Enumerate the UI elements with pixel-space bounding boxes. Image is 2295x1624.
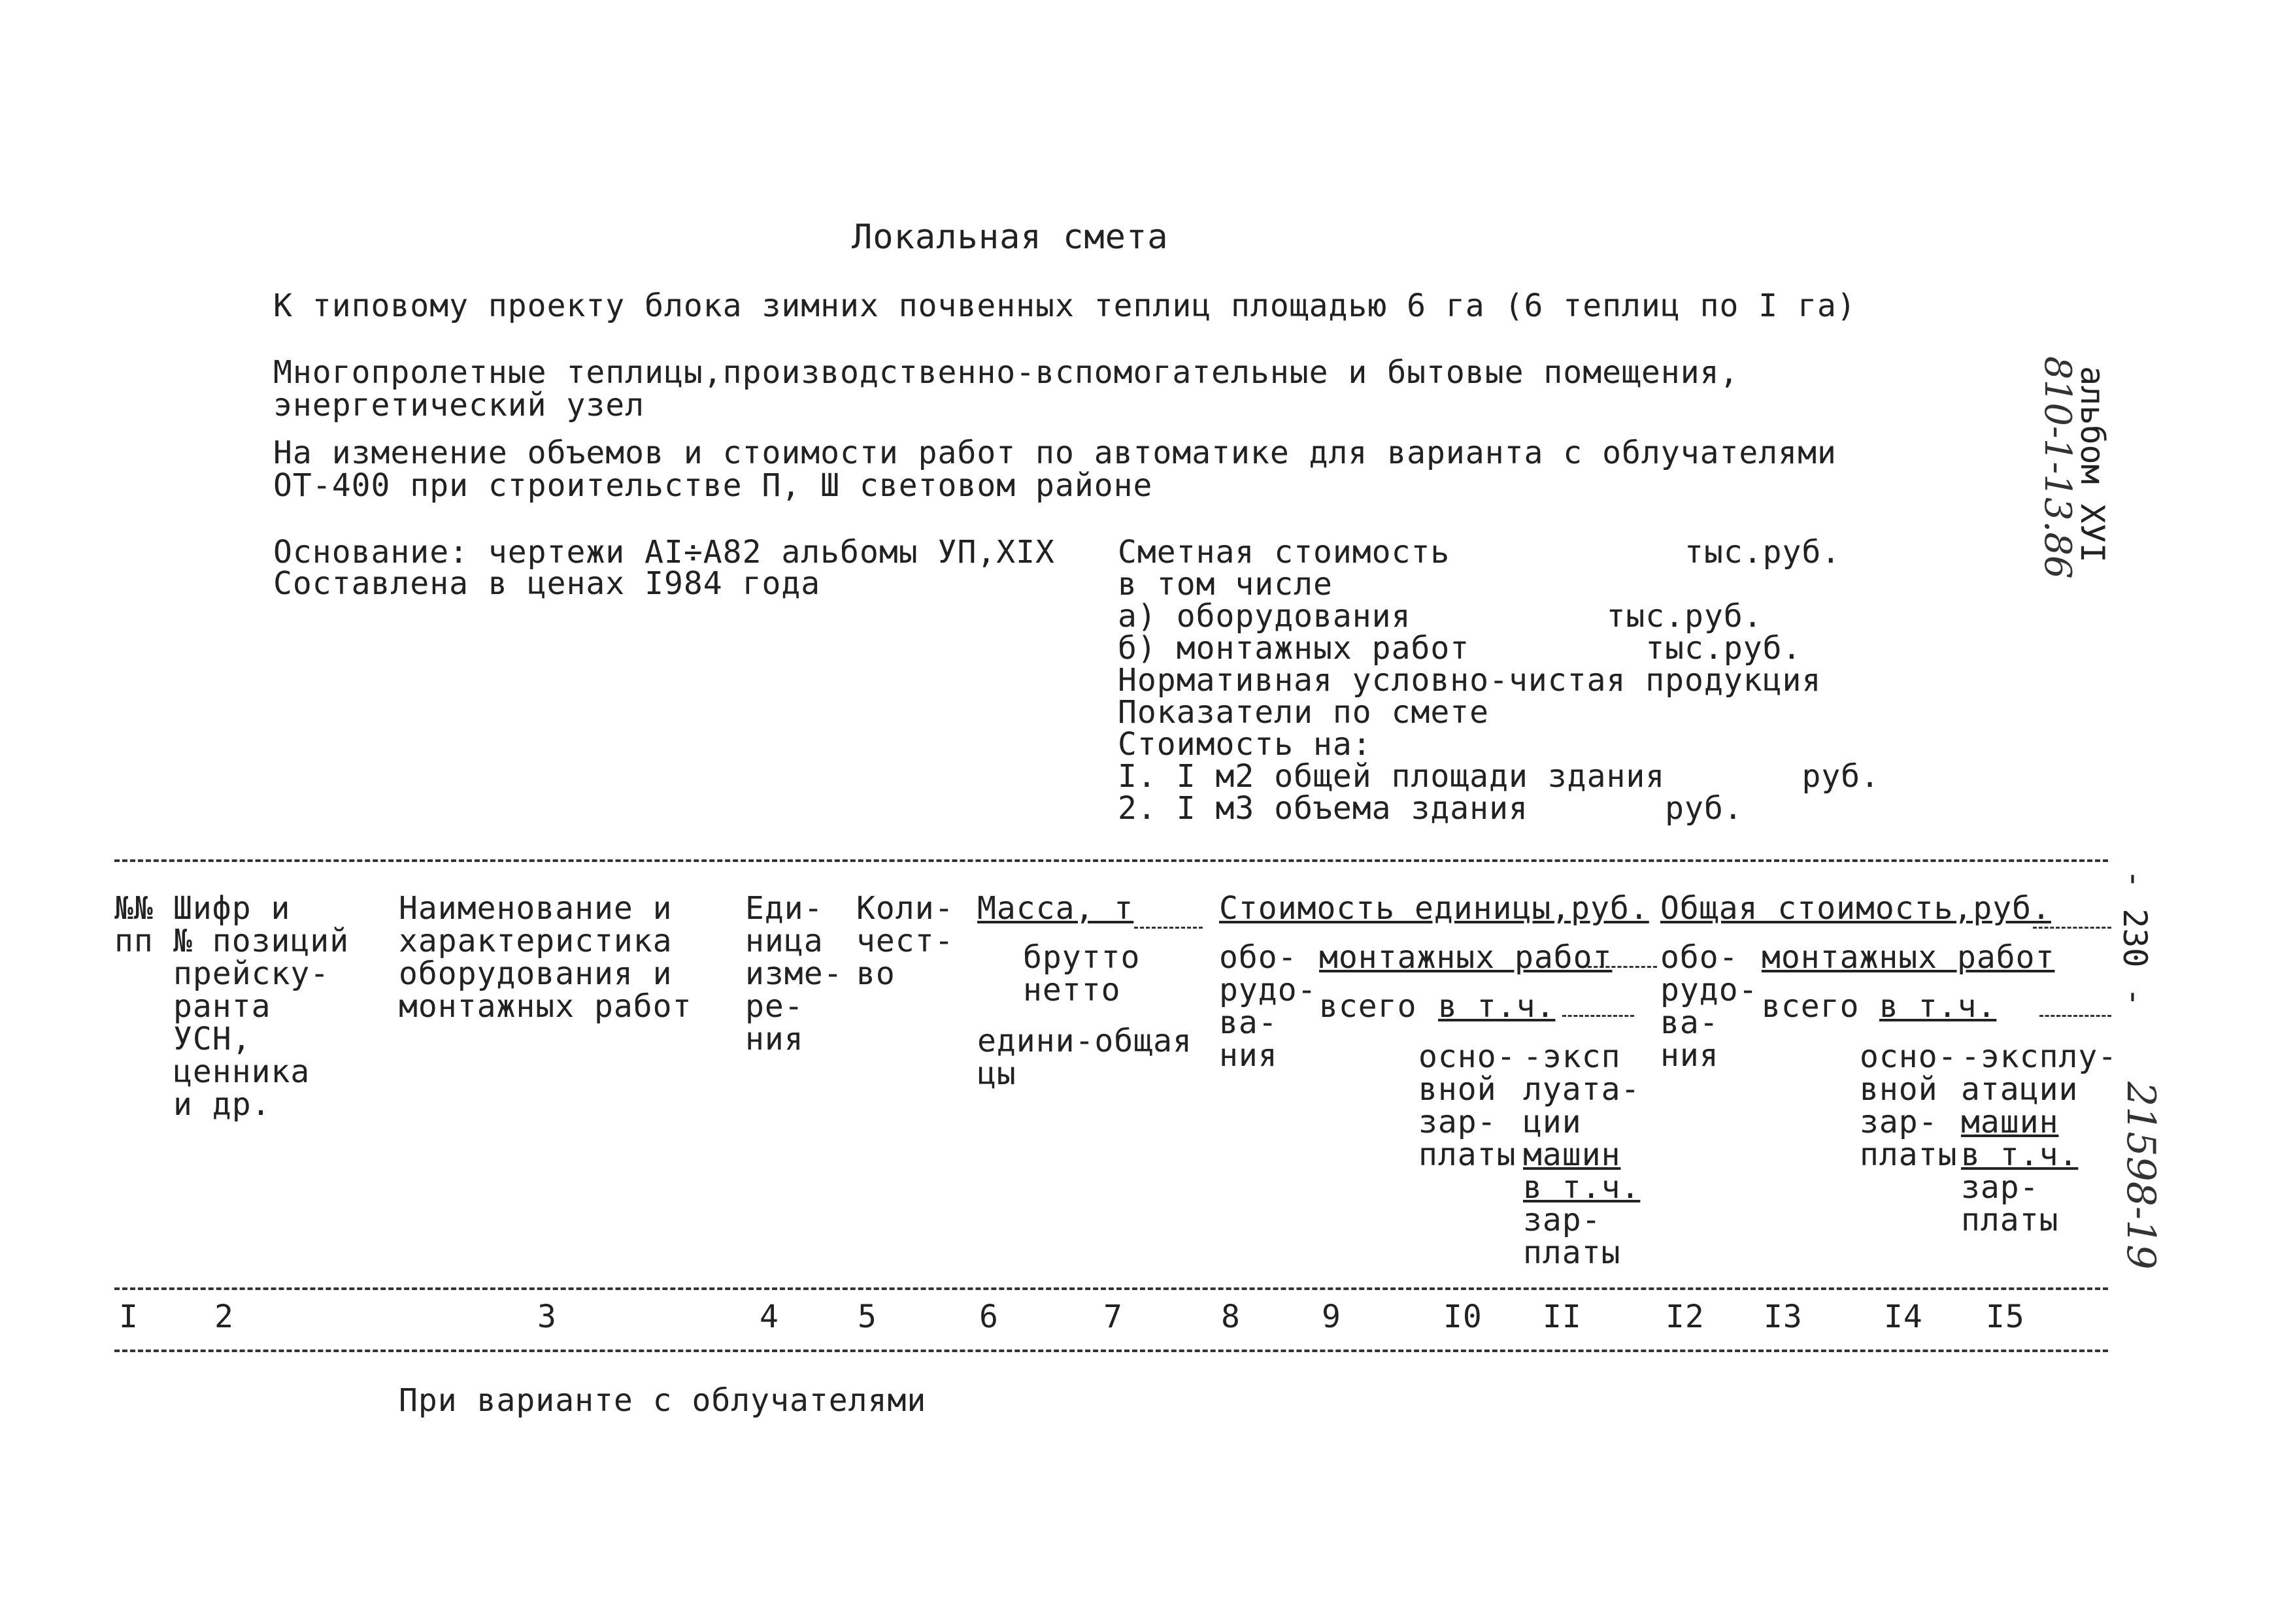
table-top-rule <box>114 859 2108 862</box>
object-line-2: энергетический узел <box>273 387 645 423</box>
object-line-1: Многопролетные теплицы,производственно-вспомогательные и бытовые помещения, <box>273 354 1739 391</box>
subject-line-1: На изменение объемов и стоимости работ по автоматике для варианта с облучателями <box>273 435 1837 471</box>
col-2-header: Шифр и № позиций прейску- ранта УСН, ценника и др. <box>173 890 350 1123</box>
mass-gross-net: брутто нетто <box>1023 939 1141 1008</box>
total-mont-header: монтажных работ <box>1762 939 2055 976</box>
summary-line: в том числе <box>1118 566 1333 603</box>
col-number: 9 <box>1322 1299 1341 1335</box>
col-number: II <box>1543 1299 1582 1335</box>
summary-line: а) оборудования тыс.руб. <box>1118 598 1763 635</box>
summary-line: Стоимость на: <box>1118 726 1372 763</box>
unit-mont-header: монтажных работ <box>1319 939 1613 976</box>
col-number: 4 <box>760 1299 779 1335</box>
unit-cost-header: Стоимость единицы,руб. <box>1219 890 1649 927</box>
col-number: 2 <box>214 1299 234 1335</box>
mass-header: Масса, т <box>977 890 1134 927</box>
section-title: При варианте с облучателями <box>399 1382 927 1419</box>
col-number: I3 <box>1764 1299 1803 1335</box>
summary-line: Сметная стоимость тыс.руб. <box>1118 534 1841 571</box>
summary-line: I. I м2 общей площади здания руб. <box>1118 758 1881 795</box>
total-machine-header: -эксплу- атации машин в т.ч. зар- платы <box>1961 1038 2118 1238</box>
col-number: 7 <box>1103 1299 1123 1335</box>
unit-total-header: всего <box>1319 988 1417 1025</box>
header-rule <box>2033 927 2111 929</box>
page-number: - 230 - <box>2116 869 2154 1007</box>
header-rule <box>1562 1015 1634 1017</box>
total-incl-header: в т.ч. <box>1879 988 1997 1025</box>
summary-line: Показатели по смете <box>1118 694 1490 731</box>
col-number: I4 <box>1884 1299 1923 1335</box>
col-number: 6 <box>979 1299 999 1335</box>
col-number: 3 <box>537 1299 557 1335</box>
col-3-header: Наименование и характеристика оборудования и монтажных работ <box>399 890 692 1025</box>
handwritten-code: 810-1-13.86 <box>2036 356 2079 579</box>
subject-line-2: ОТ-400 при строительстве П, Ш световом районе <box>273 467 1153 504</box>
col-number: I0 <box>1443 1299 1483 1335</box>
handwritten-number: 21598-19 <box>2118 1082 2164 1270</box>
col-number: 5 <box>858 1299 877 1335</box>
project-line: К типовому проекту блока зимних почвенных теплиц площадью 6 га (6 теплиц по I га) <box>273 288 1856 324</box>
header-rule <box>2039 1015 2111 1017</box>
total-wage-header: осно- вной зар- платы <box>1860 1038 1958 1173</box>
total-cost-header: Общая стоимость,руб. <box>1660 890 2051 927</box>
basis-line-1: Основание: чертежи АI÷А82 альбомы УП,XIX <box>273 534 1055 571</box>
col-5-header: Коли- чест- во <box>856 890 954 992</box>
col-number: I2 <box>1666 1299 1705 1335</box>
header-bottom-rule <box>114 1287 2108 1290</box>
total-equip-header: обо- рудо- ва- ния <box>1660 939 1758 1074</box>
unit-equip-header: обо- рудо- ва- ния <box>1219 939 1317 1074</box>
unit-machine-header: -эксп луата- ции машин в т.ч. зар- платы <box>1523 1038 1641 1271</box>
basis-line-2: Составлена в ценах I984 года <box>273 565 821 602</box>
unit-wage-header: осно- вной зар- платы <box>1418 1038 1516 1173</box>
col-number: I <box>119 1299 139 1335</box>
mass-unit-total: едини-общая цы <box>977 1023 1192 1092</box>
summary-line: Нормативная условно-чистая продукция <box>1118 662 1822 699</box>
total-sum-header: всего <box>1762 988 1860 1025</box>
document-title: Локальная смета <box>852 218 1169 257</box>
unit-incl-header: в т.ч. <box>1438 988 1556 1025</box>
col-1-header: №№ пп <box>114 890 154 959</box>
col-number: I5 <box>1986 1299 2025 1335</box>
numbers-bottom-rule <box>114 1350 2108 1352</box>
header-rule <box>1134 927 1203 929</box>
album-label: альбом XУI <box>2073 366 2111 563</box>
col-number: 8 <box>1221 1299 1241 1335</box>
col-4-header: Еди- ница изме- ре- ния <box>745 890 843 1057</box>
summary-line: б) монтажных работ тыс.руб. <box>1118 630 1802 667</box>
summary-line: 2. I м3 объема здания руб. <box>1118 790 1743 827</box>
